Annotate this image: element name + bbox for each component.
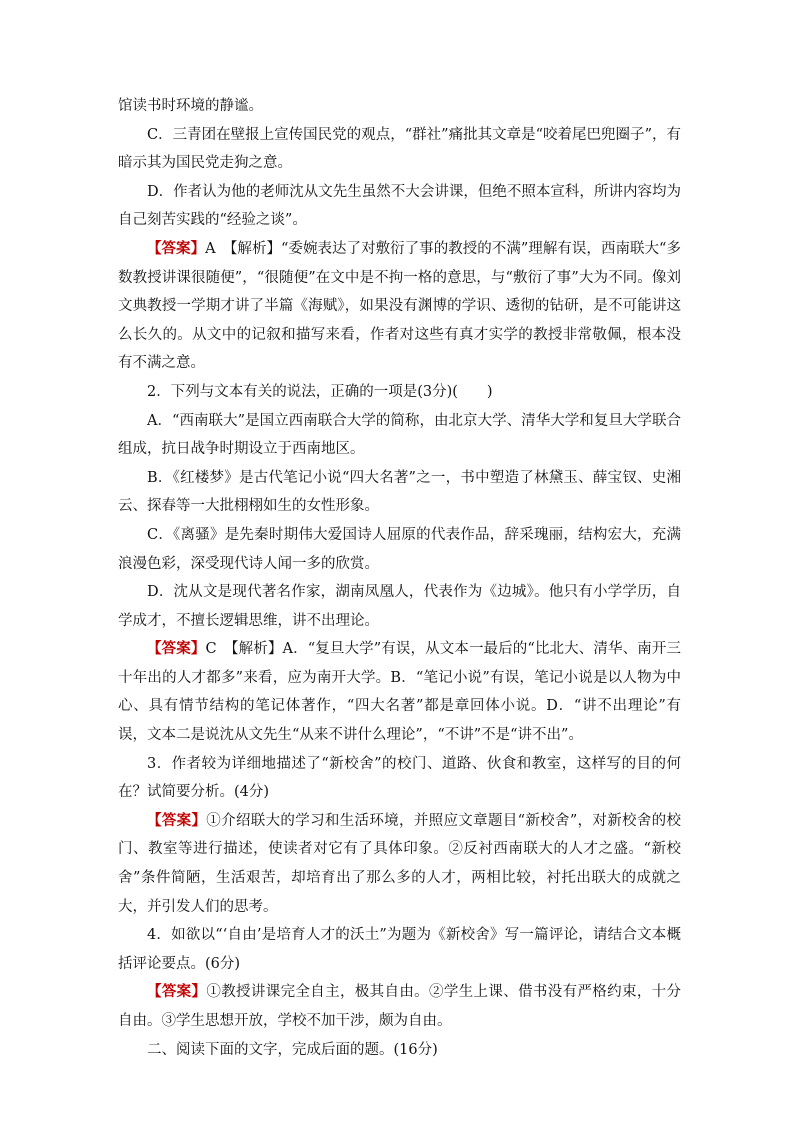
answer-tag: 【答案】 <box>147 811 207 829</box>
paragraph-text: D．沈从文是现代著名作家，湖南凤凰人，代表作为《边城》。他只有小学学历，自学成才，不擅长逻辑思维，讲不出理论。 <box>118 584 681 629</box>
paragraph-text: C．《离骚》是先秦时期伟大爱国诗人屈原的代表作品，辞采瑰丽，结构宏大，充满浪漫色彩，深受现代诗人闻一多的欣赏。 <box>118 526 681 572</box>
paragraph-opt-2b <box>118 464 681 521</box>
paragraph-text: 馆读书时环境的静谧。 <box>118 98 263 114</box>
paragraph-text: 2．下列与文本有关的说法，正确的一项是(3分)( ) <box>147 383 493 400</box>
paragraph-text: A．“西南联大”是国立西南联合大学的简称，由北京大学、清华大学和复旦大学联合组成，抗日战争时期设立于西南地区。 <box>118 412 681 458</box>
paragraph-ans-4 <box>118 978 681 1035</box>
paragraph-opt-2c <box>118 521 681 578</box>
paragraph-text: C 【解析】A．“复旦大学”有误，从文本一最后的“比北大、清华、南开三十年出的人才都多”来看，应为南开大学。B．“笔记小说”有误，笔记小说是以人物为中心、具有情节结构的笔记体著作，“四大名著”都是章回体小说。D．“讲不出理论”有误，文本二是说沈从文先生“从来不讲什么理论”，“不讲”不是“讲不出”。 <box>118 641 681 744</box>
paragraph-text: 4．如欲以“‘自由’是培育人才的沃土”为题为《新校舍》写一篇评论，请结合文本概括评论要点。(6分) <box>118 927 681 972</box>
paragraph-opt-1d <box>118 178 681 235</box>
paragraph-ans-3 <box>118 807 681 921</box>
paragraph-opt-2d <box>118 578 681 635</box>
answer-tag: 【答案】 <box>147 640 206 658</box>
paragraph-text: B．《红楼梦》是古代笔记小说“四大名著”之一，书中塑造了林黛玉、薛宝钗、史湘云、探春等一大批栩栩如生的女性形象。 <box>118 469 681 515</box>
document-body <box>118 92 681 1064</box>
answer-tag: 【答案】 <box>147 983 207 1001</box>
paragraph-text: A 【解析】“委婉表达了对敷衍了事的教授的不满”理解有误，西南联大“多数教授讲课很随便”，“很随便”在文中是不拘一格的意思，与“敷衍了事”大为不同。像刘文典教授一学期才讲了半篇《海赋》，如果没有渊博的学识、透彻的钻研，是不可能讲这么长久的。从文中的记叙和描写来看，作者对这些有真才实学的教授非常敬佩，根本没有不满之意。 <box>118 240 681 372</box>
paragraph-q-4 <box>118 921 681 978</box>
answer-tag: 【答案】 <box>147 239 206 257</box>
paragraph-text: D．作者认为他的老师沈从文先生虽然不大会讲课，但绝不照本宣科，所讲内容均为自己刻苦实践的“经验之谈”。 <box>118 183 681 229</box>
paragraph-ans-2 <box>118 635 681 749</box>
paragraph-cont-1 <box>118 92 681 121</box>
paragraph-q-2 <box>118 378 681 407</box>
paragraph-q-3 <box>118 750 681 807</box>
paragraph-text: 二、阅读下面的文字，完成后面的题。(16分) <box>147 1041 438 1058</box>
paragraph-opt-2a <box>118 407 681 464</box>
paragraph-text: 3．作者较为详细地描述了“新校舍”的校门、道路、伙食和教室，这样写的目的何在？试简要分析。(4分) <box>118 755 681 801</box>
paragraph-text: C．三青团在壁报上宣传国民党的观点，“群社”痛批其文章是“咬着尾巴兜圈子”，有暗示其为国民党走狗之意。 <box>118 126 681 172</box>
paragraph-text: ①介绍联大的学习和生活环境，并照应文章题目“新校舍”，对新校舍的校门、教室等进行描述，使读者对它有了具体印象。②反衬西南联大的人才之盛。“新校舍”条件简陋，生活艰苦，却培育出了那么多的人才，两相比较，衬托出联大的成就之大，并引发人们的思考。 <box>118 812 681 915</box>
paragraph-sec-2 <box>118 1036 681 1065</box>
paragraph-ans-1 <box>118 235 681 378</box>
paragraph-text: ①教授讲课完全自主，极其自由。②学生上课、借书没有严格约束，十分自由。③学生思想开放，学校不加干涉，颇为自由。 <box>118 984 682 1029</box>
paragraph-opt-1c <box>118 121 681 178</box>
